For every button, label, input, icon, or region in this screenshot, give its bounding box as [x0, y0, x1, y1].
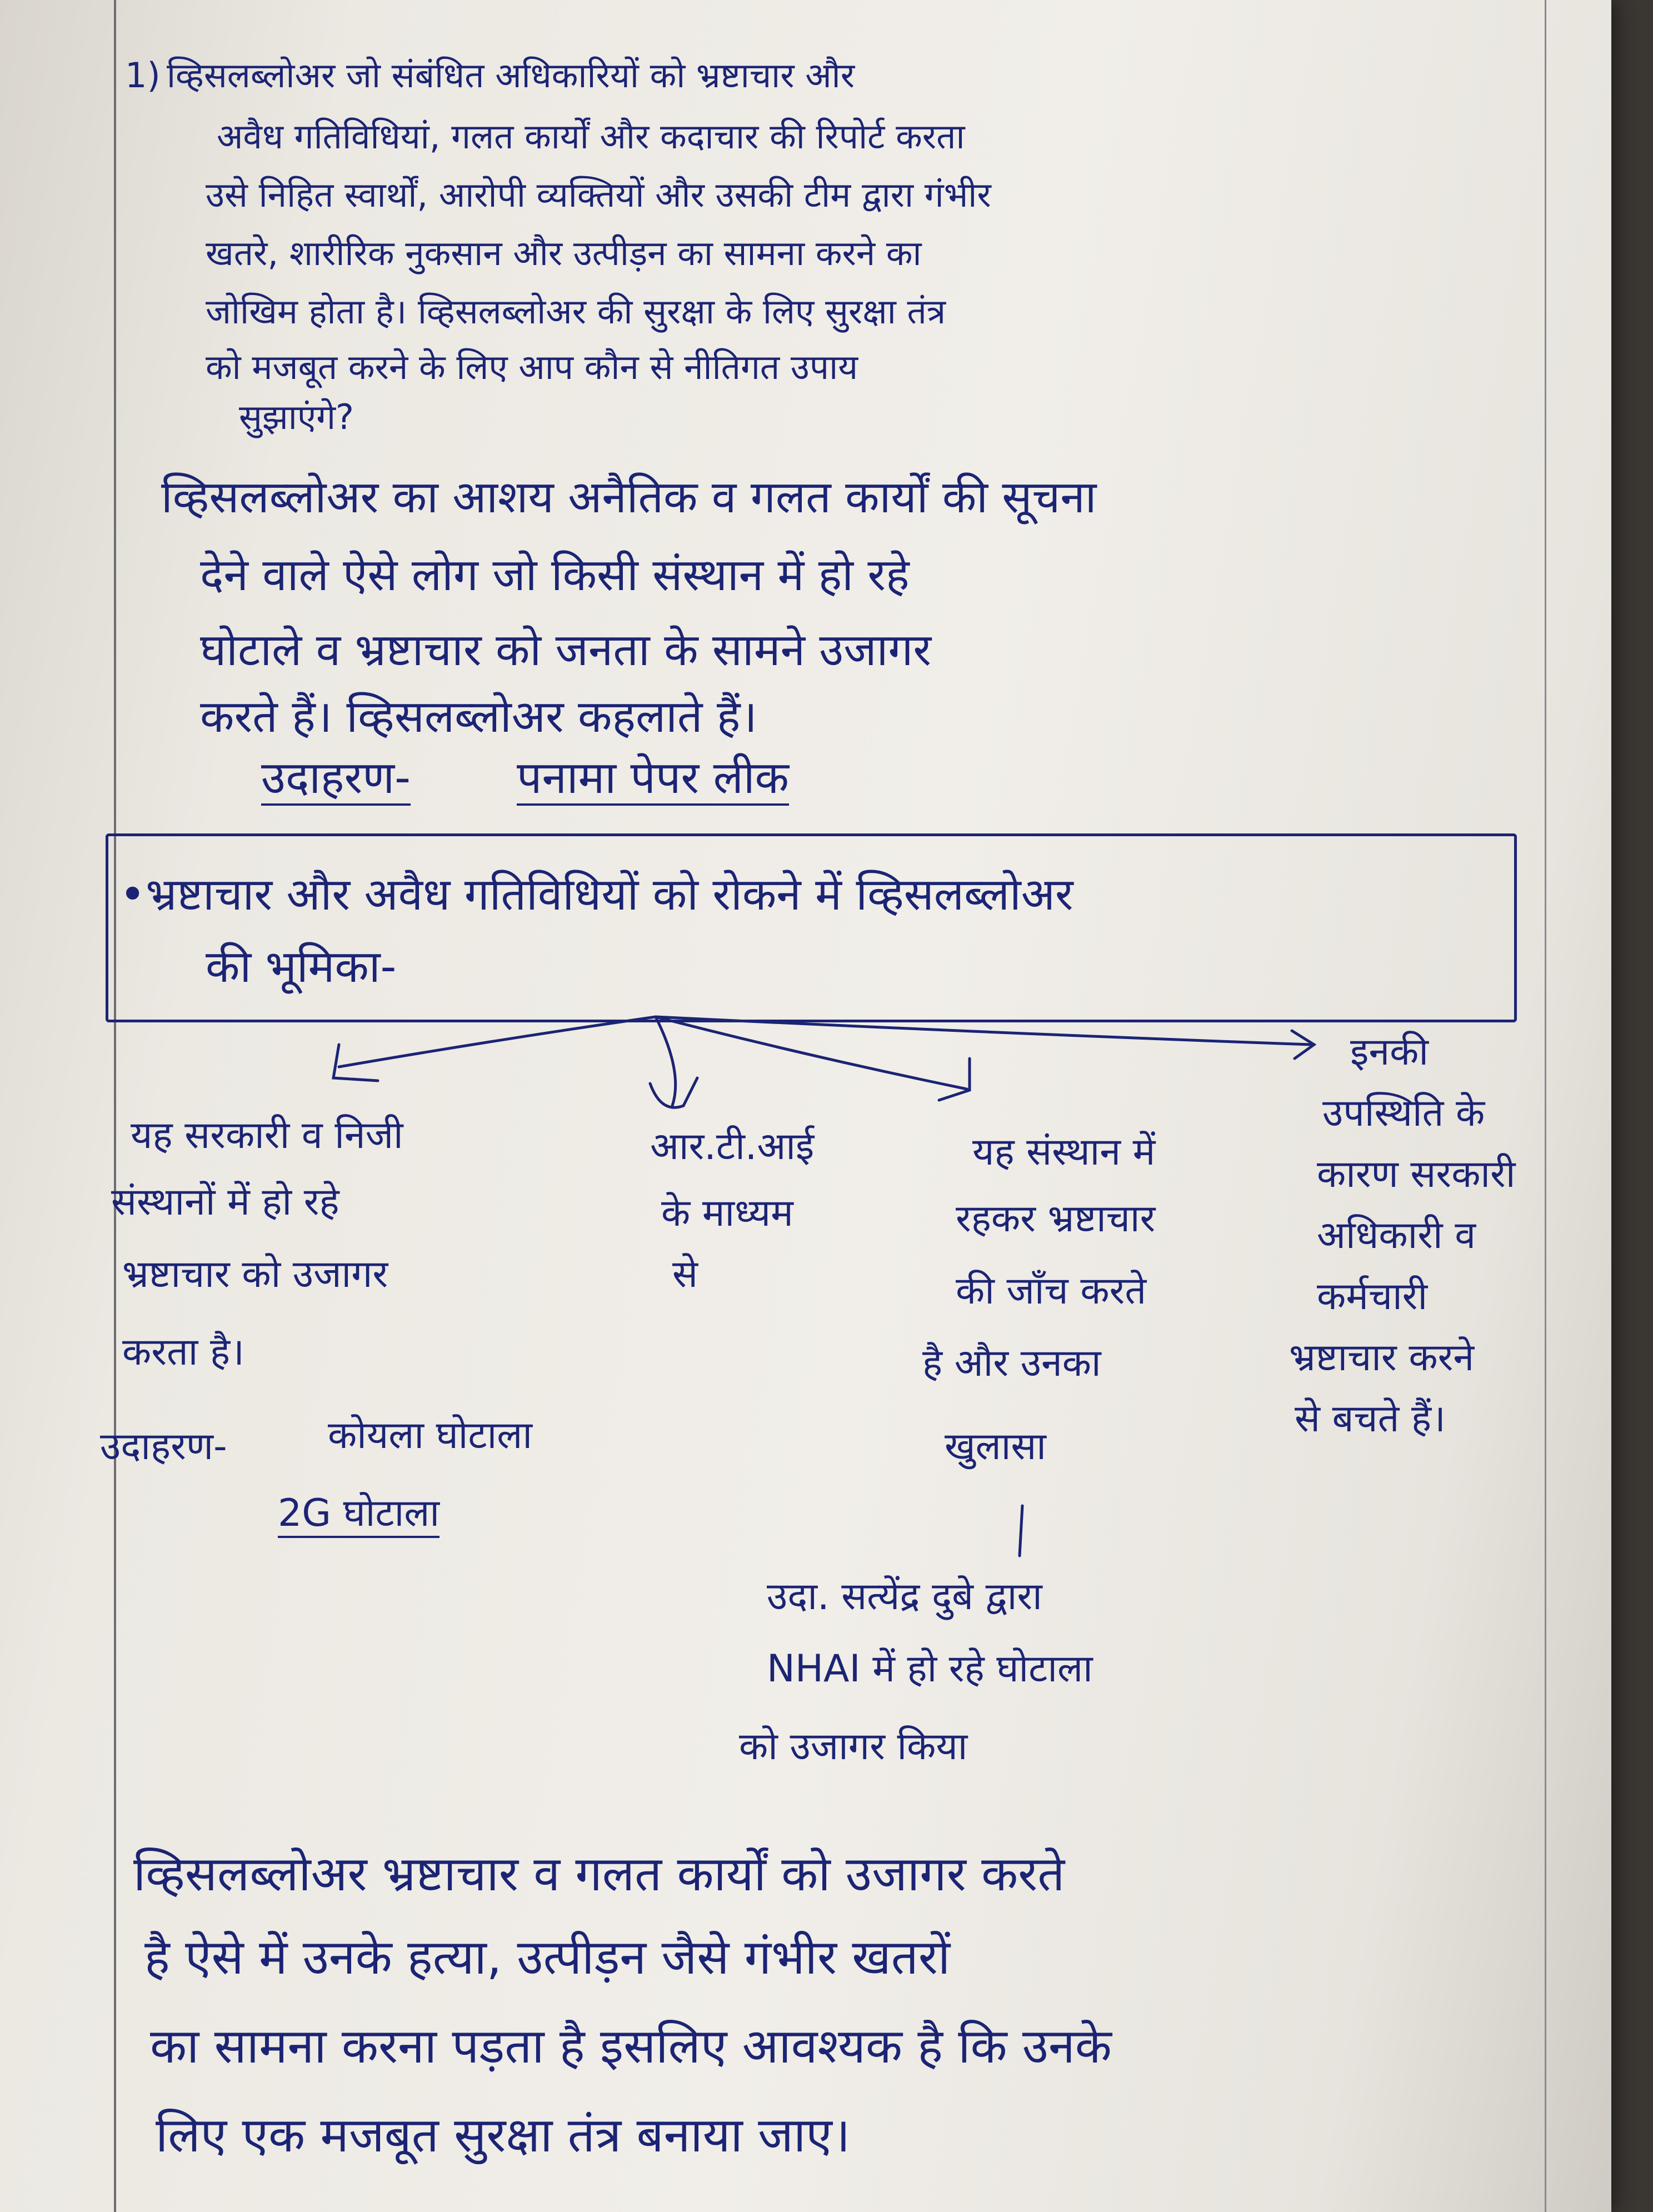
branch-4-line-1: इनकी [1350, 1030, 1429, 1074]
intro-line-2: देने वाले ऐसे लोग जो किसी संस्थान में हो रहे [200, 549, 910, 601]
branch-1-example-label: उदाहरण- [100, 1425, 227, 1469]
branch-3-example-line-3: को उजागर किया [739, 1725, 968, 1769]
branch-1-line-1: यह सरकारी व निजी [131, 1114, 403, 1157]
branch-3-example-line-1: उदा. सत्येंद्र दुबे द्वारा [767, 1575, 1042, 1619]
question-line-1: व्हिसलब्लोअर जो संबंधित अधिकारियों को भ्रष्टाचार और [167, 55, 855, 96]
intro-example-value: पनामा पेपर लीक [517, 756, 789, 806]
branch-4-line-6: भ्रष्टाचार करने [1289, 1336, 1475, 1380]
question-line-2: अवैध गतिविधियां, गलत कार्यों और कदाचार की रिपोर्ट करता [217, 116, 965, 157]
branch-4-line-4: अधिकारी व [1317, 1214, 1476, 1257]
role-heading-line-1: •भ्रष्टाचार और अवैध गतिविधियों को रोकने में व्हिसलब्लोअर [119, 868, 1073, 920]
question-line-7: सुझाएंगे? [239, 397, 354, 437]
conclusion-line-3: का सामना करना पड़ता है इसलिए आवश्यक है कि उनके [150, 2019, 1112, 2074]
branch-3-line-5: खुलासा [945, 1425, 1046, 1469]
intro-line-3: घोटाले व भ्रष्टाचार को जनता के सामने उजागर [200, 624, 932, 676]
branch-3-line-2: रहकर भ्रष्टाचार [956, 1197, 1156, 1241]
conclusion-line-2: है ऐसे में उनके हत्या, उत्पीड़न जैसे गंभीर खतरों [144, 1930, 951, 1985]
intro-example-label: उदाहरण- [261, 756, 411, 806]
branch-2-line-1: आर.टी.आई [650, 1125, 815, 1169]
intro-line-4: करते हैं। व्हिसलब्लोअर कहलाते हैं। [200, 691, 757, 742]
branch-3-line-4: है और उनका [922, 1341, 1101, 1385]
intro-line-1: व्हिसलब्लोअर का आशय अनैतिक व गलत कार्यों की सूचना [161, 471, 1097, 523]
branch-4-line-7: से बचते हैं। [1295, 1397, 1446, 1441]
branch-2-line-2: के माध्यम [661, 1191, 793, 1235]
question-line-5: जोखिम होता है। व्हिसलब्लोअर की सुरक्षा के लिए सुरक्षा तंत्र [206, 291, 946, 332]
branch-1-line-4: करता है। [122, 1330, 244, 1374]
question-number: 1) [125, 55, 161, 96]
question-line-6: को मजबूत करने के लिए आप कौन से नीतिगत उपाय [206, 347, 858, 387]
conclusion-line-4: लिए एक मजबूत सुरक्षा तंत्र बनाया जाए। [156, 2108, 851, 2163]
branch-3-example-line-2: NHAI में हो रहे घोटाला [767, 1647, 1093, 1691]
branch-2-line-3: से [672, 1252, 698, 1296]
branch-3-line-3: की जाँच करते [956, 1269, 1147, 1313]
question-line-3: उसे निहित स्वार्थों, आरोपी व्यक्तियों और उसकी टीम द्वारा गंभीर [206, 174, 991, 215]
branch-1-example-line-2: 2G घोटाला [278, 1495, 440, 1538]
branch-1-example-line-1: कोयला घोटाला [328, 1414, 533, 1457]
branch-4-line-2: उपस्थिति के [1322, 1091, 1485, 1135]
branch-4-line-5: कर्मचारी [1317, 1275, 1428, 1319]
branch-4-line-3: कारण सरकारी [1317, 1152, 1516, 1196]
branch-1-line-3: भ्रष्टाचार को उजागर [122, 1252, 388, 1296]
role-heading-line-2: की भूमिका- [206, 941, 397, 992]
question-line-4: खतरे, शारीरिक नुकसान और उत्पीड़न का सामना करने का [206, 233, 922, 273]
branch-3-line-1: यह संस्थान में [972, 1130, 1156, 1174]
branch-1-line-2: संस्थानों में हो रहे [111, 1180, 339, 1224]
conclusion-line-1: व्हिसलब्लोअर भ्रष्टाचार व गलत कार्यों को उजागर करते [133, 1846, 1065, 1902]
